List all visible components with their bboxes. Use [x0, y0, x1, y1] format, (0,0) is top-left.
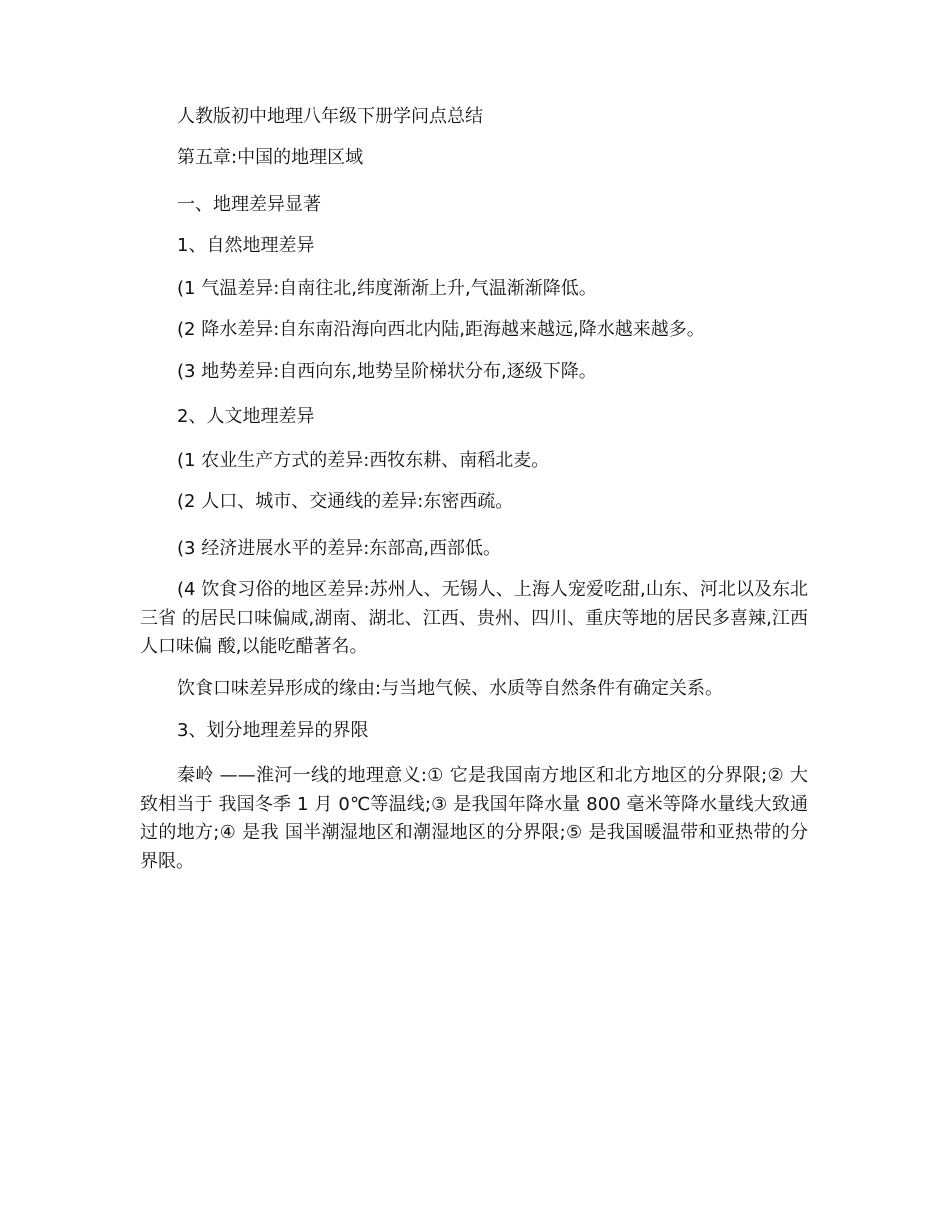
list-item: (2 人口、城市、交通线的差异:东密西疏。 — [177, 491, 514, 512]
subsection-heading: 2、人文地理差异 — [177, 406, 315, 427]
qinling-paragraph: 秦岭 ——淮河一线的地理意义:① 它是我国南方地区和北方地区的分界限;② 大致相当于 我国冬季 1 月 0℃等温线;③ 是我国年降水量 800 毫米等降水量线大致通过的地方;④ 是我 国半潮湿地区和潮湿地区的分界限;⑤ 是我国暖温带和亚热带的分界限。 — [140, 765, 808, 872]
section-heading: 一、地理差异显著 — [177, 194, 321, 215]
list-item: (3 地势差异:自西向东,地势呈阶梯状分布,逐级下降。 — [177, 361, 597, 382]
list-item: (2 降水差异:自东南沿海向西北内陆,距海越来越远,降水越来越多。 — [177, 319, 705, 340]
document-title: 人教版初中地理八年级下册学问点总结 — [177, 106, 483, 127]
list-item: (1 农业生产方式的差异:西牧东耕、南稻北麦。 — [177, 450, 550, 471]
diet-paragraph: (4 饮食习俗的地区差异:苏州人、无锡人、上海人宠爱吃甜,山东、河北以及东北三省 的居民口味偏咸,湖南、湖北、江西、贵州、四川、重庆等地的居民多喜辣,江西人口味偏 酸,以能吃醋著名。 — [140, 579, 808, 657]
diet-reason-text: 饮食口味差异形成的缘由:与当地气候、水质等自然条件有确定关系。 — [177, 678, 724, 699]
list-item: (1 气温差异:自南往北,纬度渐渐上升,气温渐渐降低。 — [177, 278, 597, 299]
chapter-heading: 第五章:中国的地理区域 — [177, 147, 364, 168]
subsection-heading: 1、自然地理差异 — [177, 235, 315, 256]
subsection-heading: 3、划分地理差异的界限 — [177, 720, 369, 741]
list-item: (3 经济进展水平的差异:东部高,西部低。 — [177, 538, 501, 559]
